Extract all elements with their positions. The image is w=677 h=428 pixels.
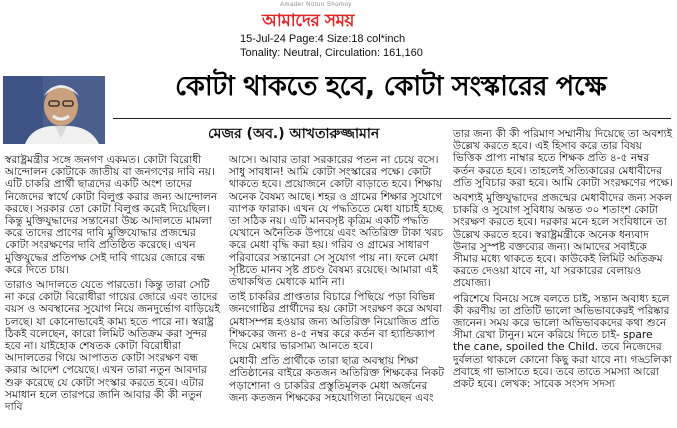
- paragraph: আসে। আবার তারা সরকারের পতন না চেয়ে বসে। সাধু সাবধান! আমি কোটা সংস্কারের পক্ষে। কোটা থাকতে হবে। প্রয়োজনে কোটা বাড়াতে হবে। শিক্ষায় অনেক বৈষম্য আছে। শহর ও গ্রামের শিক্ষার সুযোগে ব্যাপক ফারাক। এখন যে পদ্ধতিতে মেধা যাচাই হচ্ছে তা সঠিক নয়। এটি মানবসৃষ্ট কৃত্রিম একটি পদ্ধতি যেখানে অনৈতিক উপায়ে এবং অতিরিক্ত টাকা খরচ করে মেধা বৃদ্ধি করা হয়। গরিব ও গ্রামের সাধারণ পরিবারের সন্তানেরা সে সুযোগ পায় না। ফলে মেধা সৃষ্টিতে মানব সৃষ্ট প্রচণ্ড বৈষম্য রয়েছে। আমারা এই তথাকথিত মেধাকে মানি না।: [229, 154, 444, 289]
- paragraph: অবশ্যই মুক্তিযুদ্ধাদের প্রজন্মের মেধাবীদের জন্য সকল চাকরি ও সুযোগ সুবিধায় অন্তত ৩০ শতাংশ কোটা সংরক্ষণ করতে হবে। দরকার মনে হলে সংবিধানে তা উল্লেখ করতে হবে। স্বরাষ্ট্রমন্ত্রীকে অনেক ধন্যবাদ উনার সুস্পষ্ট বক্তব্যের জন্য। আমাদের সবাইকে সীমার মধ্যে থাকতে হবে। কাউকেই লিমিট অতিক্রম করতে দেওয়া যাবে না, যা সরকারের বেলায়ও প্রযোজ্য।: [453, 192, 672, 290]
- newspaper-title: আমাদের সময়: [262, 11, 354, 31]
- paragraph: তাই চাকরির প্রাপ্ততার বিচারে পিছিয়ে পড়া বিভিন্ন জনগোষ্ঠির প্রার্থীদের হয় কোটা সংরক্ষণ করে অথবা মেধাসম্পন্ন হওয়ার জন্য অতিরিক্ত নিয়োজিত প্রতি শিক্ষকের জন্য ৪-৫ নম্বর করে কর্তন বা হ্যান্ডিক্যাপ দিয়ে মেধার ভারসাম্য আনতে হবে।: [229, 291, 442, 353]
- newspaper-masthead: [262, 2, 432, 32]
- author-photo: [3, 76, 105, 144]
- masthead-tagline: Amader Notun Shomoy: [280, 2, 352, 8]
- headline-divider: [113, 118, 671, 119]
- article-column-1: [5, 154, 221, 416]
- paragraph: মেধাবী প্রতি প্রার্থীকে তারা ছাত্র অবস্থায় শিক্ষা প্রতিষ্ঠানের বাইরে কতজন অতিরিক্ত শিক্ষকের নিকট পড়াশোনা ও চাকরির প্রস্তুতিমূলক মেধা অর্জনের জন্য কতজন শিক্ষকের সহযোগিতা নিয়েছেন এবং: [229, 355, 445, 404]
- clipping-meta-line2: Tonality: Neutral, Circulation: 161,160: [240, 47, 423, 59]
- paragraph: তারাও আদালতে যেতে পারতো। কিন্তু তারা সেটি না করে কোটা বিরোধীরা গায়ের জোরে এবং তাদের বয়স ও অবস্থানের সুযোগ নিয়ে জনদুর্ভোগ বাড়িয়েই চলছে। যা কোনোভাবেই কাম্য হতে পারে না। স্বরাষ্ট্র ঠিকই বলেছেন, কারো লিমিট অতিক্রম করা সুন্দর হবে না। যাইহোক শেষতক কোটা বিরোধীরা আদালতের গিয়ে আপাতত কোটা সংরক্ষণ বন্ধ করার আদেশ পেয়েছে। এখন তারা নতুন আবদার শুরু করেছে যে কোটা সংস্কার করতে হবে। এটার সমাধান হলে তারপরে জানি আবার কী কী নতুন দাবি: [5, 279, 221, 414]
- article-column-2: [229, 154, 445, 407]
- clipping-meta-line1: 15-Jul-24 Page:4 Size:18 col*inch: [240, 33, 406, 45]
- paragraph: পরিশেষে বিনয়ে সঙ্গে বলতে চাই, সন্তান অবাধ্য হলে কী করণীয় তা প্রতিটি ভালো অভিভাবকেরই পরিষ্কার জানেন। সময় করে ভালো অভিভাবকদের কথা শুনে সীমা রেখা টানুন। মনে করিয়ে দিতে চাই- spare the cane, spoiled the Child. তবে নিজেদের দুর্বলতা থাকলে কোনো কিছু করা যাবে না। গড্ডলিকা প্রবাহে গা ভাসাতে হবে। তবে তাতে সমস্যা আরো প্রকট হবে। লেখক: সাবেক সংসদ সদস্য: [453, 292, 672, 391]
- article-headline: কোটা থাকতে হবে, কোটা সংস্কারের পক্ষে: [175, 71, 606, 102]
- article-column-3: [453, 128, 673, 393]
- paragraph: স্বরাষ্ট্রমন্ত্রীর সঙ্গে জনগণ একমত। কোটা বিরোধী আন্দোলন কোটাকে জাতীয় বা জনগণের দাবি নয়। এটি চাকরি প্রার্থী ছাত্রদের একটি অংশ তাদের নিজেদের স্বার্থে কোটা বিলুপ্ত করার জন্য আন্দোলন করছে। সরকার তো কোটা বিলুপ্ত করেই দিয়েছিল। কিন্তু মুক্তিযুদ্ধাদের সন্তানেরা উচ্চ আদালতে মামলা করে তাদের প্রাণের দাবি মুক্তিযোদ্ধার প্রজন্মের কোটা সংরক্ষণের দাবি প্রতিষ্ঠিত করেছে। এখন মুক্তিযুদ্ধের প্রতিপক্ষ সেই দাবি গায়ের জোরে বন্ধ করে দিতে চায়।: [5, 154, 218, 276]
- article-byline: মেজর (অব.) আখতারুজ্জামান: [208, 126, 380, 142]
- paragraph: তার জন্য কী কী পরিমাণ সম্মানীয় দিয়েছে তা অবশ্যই উল্লেখ করতে হবে। এই হিসাব করে তার বিষয় ভিত্তিক প্রাপ্য নাম্বার হতে শিক্ষক প্রতি ৪-৫ নম্বর কর্তন করতে হবে। তাহলেই সত্যিকারের মেধাবীদের প্রতি সুবিচার করা হবে। আমি কোটা সংরক্ষণের পক্ষে।: [453, 128, 673, 189]
